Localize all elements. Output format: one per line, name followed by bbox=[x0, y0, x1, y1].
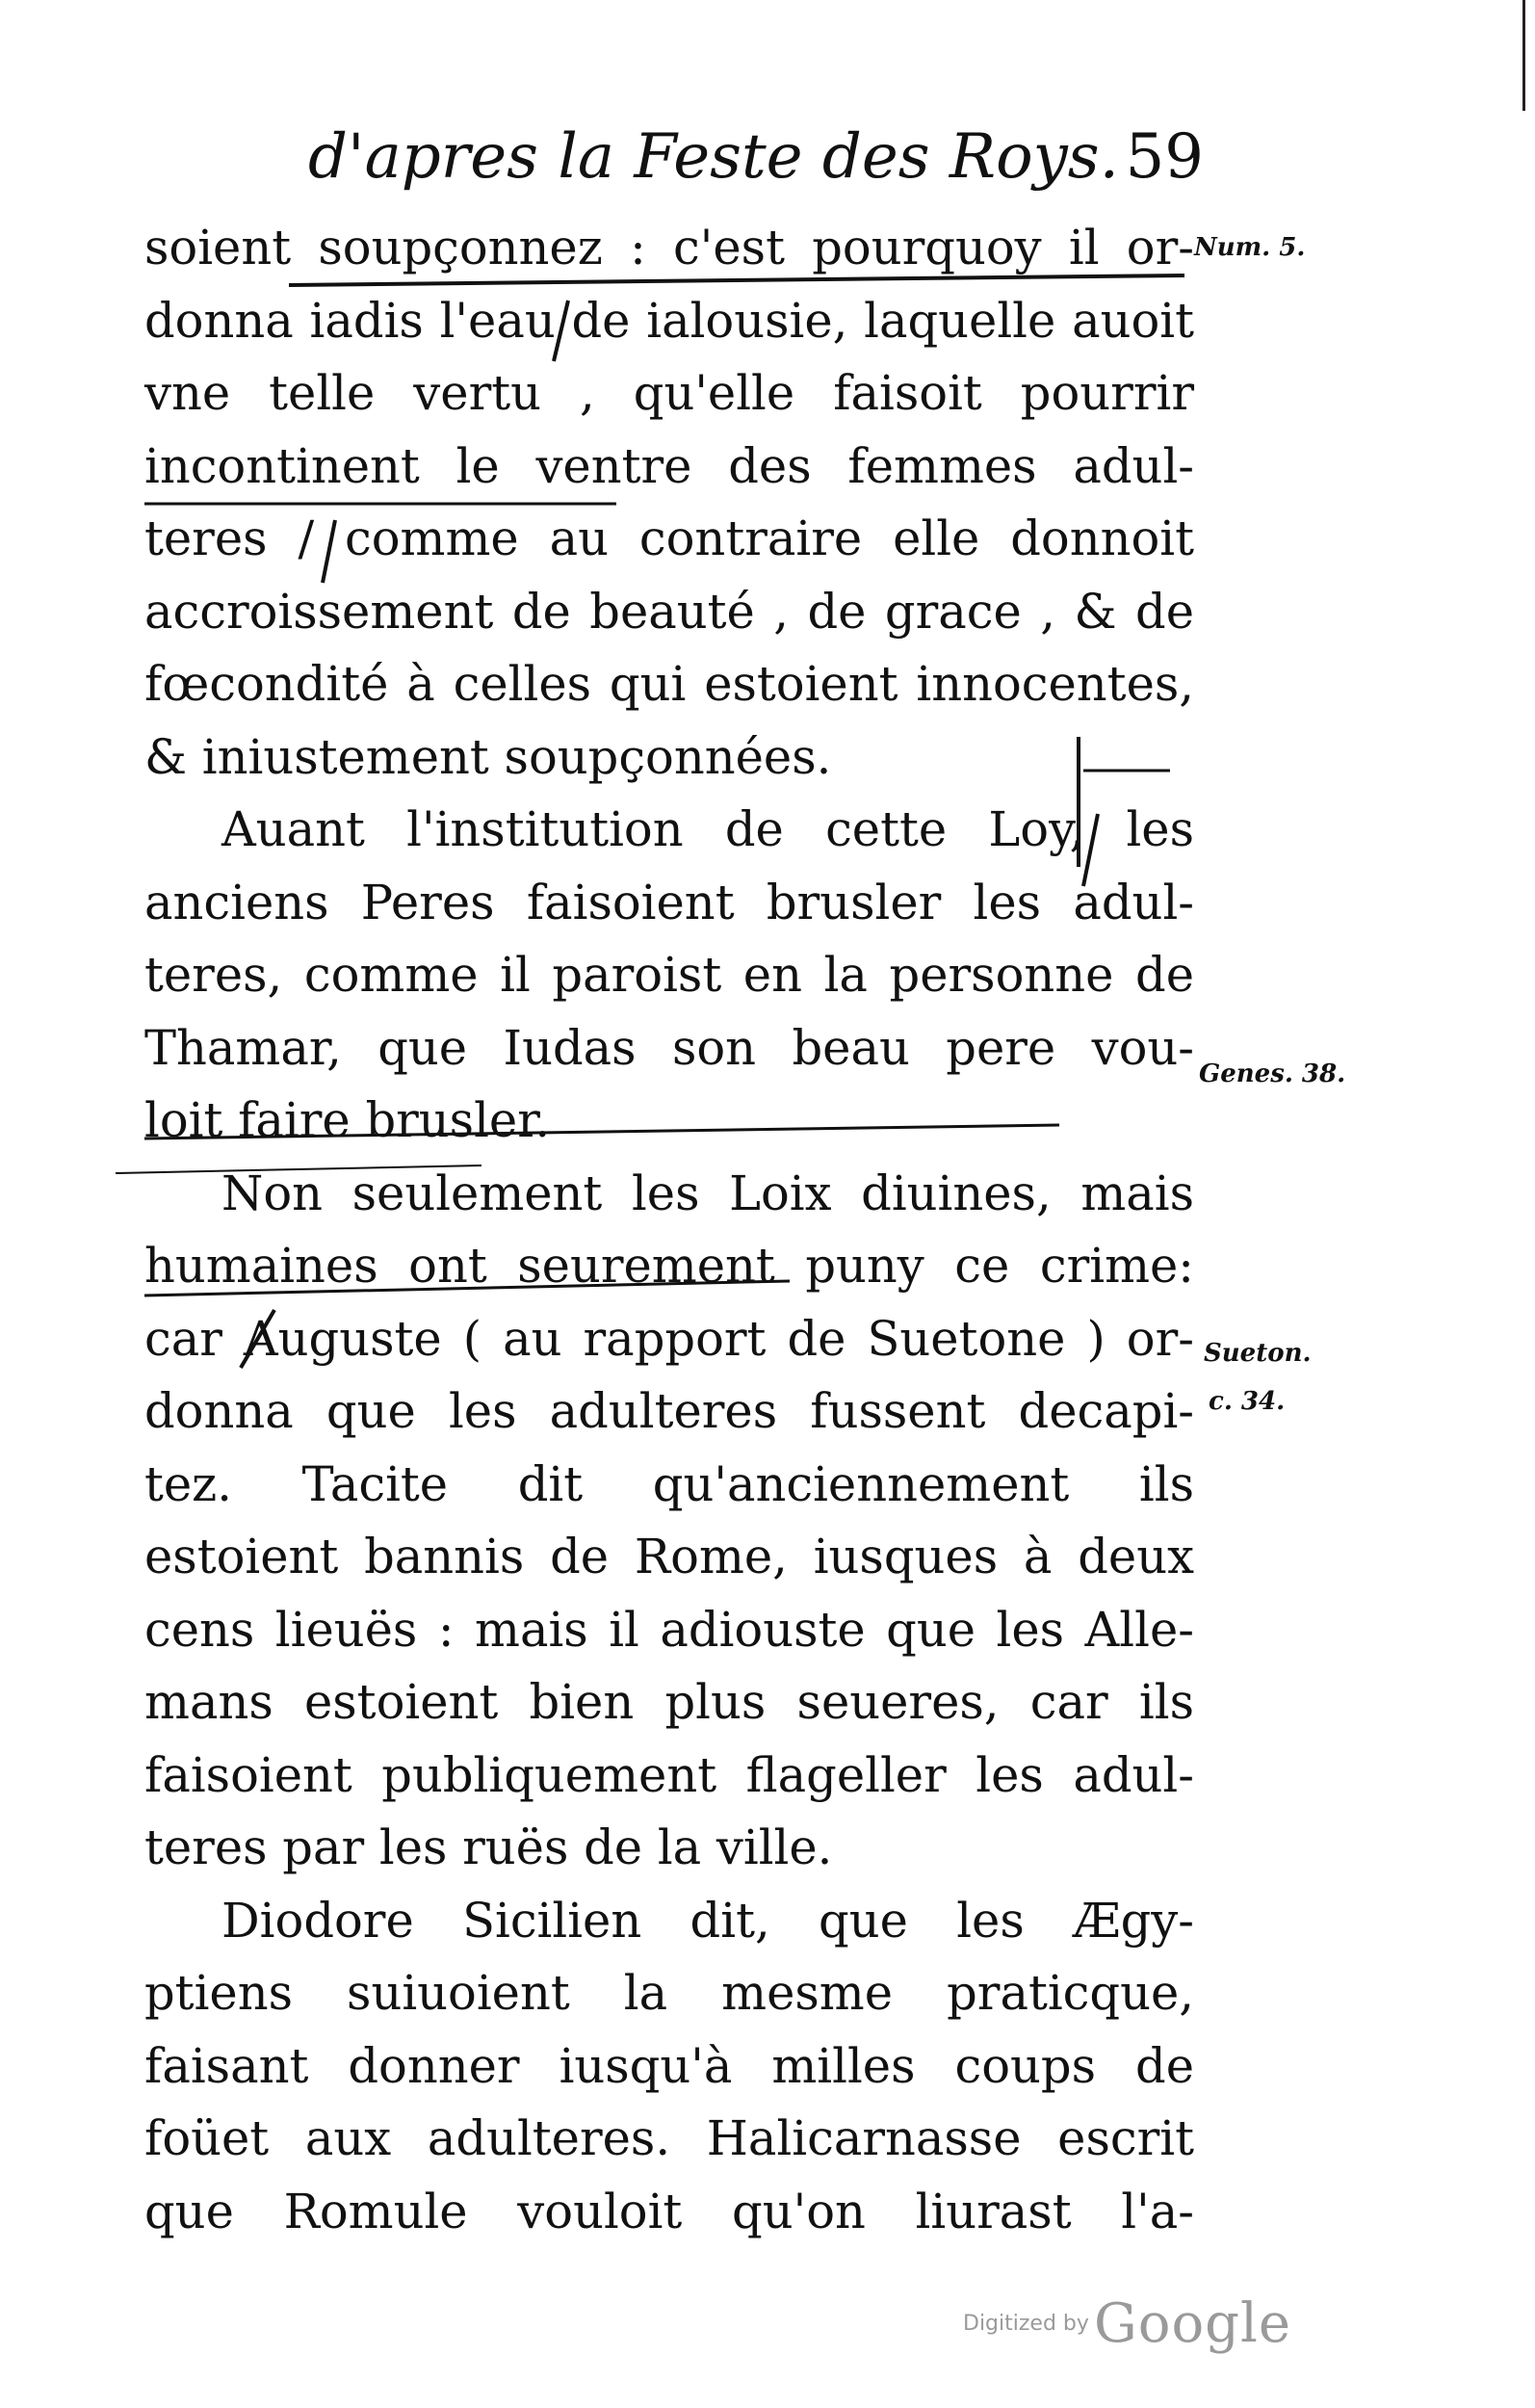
text-line: & iniustement soupçonnées. bbox=[144, 728, 832, 785]
paragraph-start-line: Non seulement les Loix diuines, mais bbox=[221, 1165, 1194, 1221]
text-line: accroissement de beauté , de grace , & de bbox=[144, 583, 1194, 640]
text-line: humaines ont seurement puny ce crime: bbox=[144, 1238, 1194, 1294]
running-header bbox=[308, 114, 1204, 200]
margin-note-numbers: Num. 5. bbox=[1194, 233, 1306, 262]
text-line: vne telle vertu , qu'elle faisoit pourrir bbox=[144, 365, 1194, 421]
text-line: teres / comme au contraire elle donnoit bbox=[144, 510, 1194, 566]
text-line: car Auguste ( au rapport de Suetone ) or- bbox=[144, 1310, 1194, 1367]
margin-note-suetonius-chapter: c. 34. bbox=[1209, 1387, 1286, 1416]
paragraph-start-line: Auant l'institution de cette Loy, les bbox=[221, 801, 1194, 857]
running-title: d'apres la Feste des Roys. bbox=[308, 121, 1119, 193]
text-line: tez. Tacite dit qu'anciennement ils bbox=[144, 1455, 1194, 1512]
page-edge-line bbox=[1522, 0, 1525, 111]
text-line: incontinent le ventre des femmes adul- bbox=[144, 437, 1194, 494]
margin-note-suetonius: Sueton. bbox=[1204, 1339, 1312, 1368]
text-line: faisant donner iusqu'à milles coups de bbox=[144, 2037, 1194, 2094]
text-line: estoient bannis de Rome, iusques à deux bbox=[144, 1529, 1194, 1584]
text-line: mans estoient bien plus seueres, car ils bbox=[144, 1674, 1194, 1730]
text-line: donna iadis l'eau de ialousie, laquelle auoit bbox=[144, 292, 1194, 349]
page-number: 59 bbox=[1125, 121, 1204, 193]
text-line: teres, comme il paroist en la personne de bbox=[144, 947, 1194, 1003]
google-logo: Google bbox=[1094, 2292, 1292, 2355]
text-line: cens lieuës : mais il adiouste que les Alle- bbox=[144, 1601, 1194, 1658]
main-text-block bbox=[144, 212, 1194, 2248]
text-line: Thamar, que Iudas son beau pere vou- bbox=[144, 1019, 1194, 1076]
text-line: donna que les adulteres fussent decapi- bbox=[144, 1383, 1194, 1439]
text-line: fœcondité à celles qui estoient innocentes, bbox=[144, 656, 1194, 712]
text-line: ptiens suiuoient la mesme praticque, bbox=[144, 1965, 1194, 2021]
text-line: teres par les ruës de la ville. bbox=[144, 1819, 833, 1875]
watermark-prefix: Digitized by bbox=[963, 2312, 1089, 2336]
text-line: loit faire brusler. bbox=[144, 1092, 551, 1148]
paragraph-start-line: Diodore Sicilien dit, que les Ægy- bbox=[221, 1892, 1194, 1949]
margin-note-genesis: Genes. 38. bbox=[1199, 1060, 1346, 1088]
text-line: que Romule vouloit qu'on liurast l'a- bbox=[144, 2183, 1194, 2239]
text-line: soient soupçonnez : c'est pourquoy il or- bbox=[144, 220, 1194, 275]
text-line: foüet aux adulteres. Halicarnasse escrit bbox=[144, 2110, 1194, 2166]
text-line: anciens Peres faisoient brusler les adul- bbox=[144, 874, 1194, 930]
digitization-watermark bbox=[963, 2292, 1291, 2355]
text-line: faisoient publiquement flageller les adul- bbox=[144, 1746, 1194, 1803]
